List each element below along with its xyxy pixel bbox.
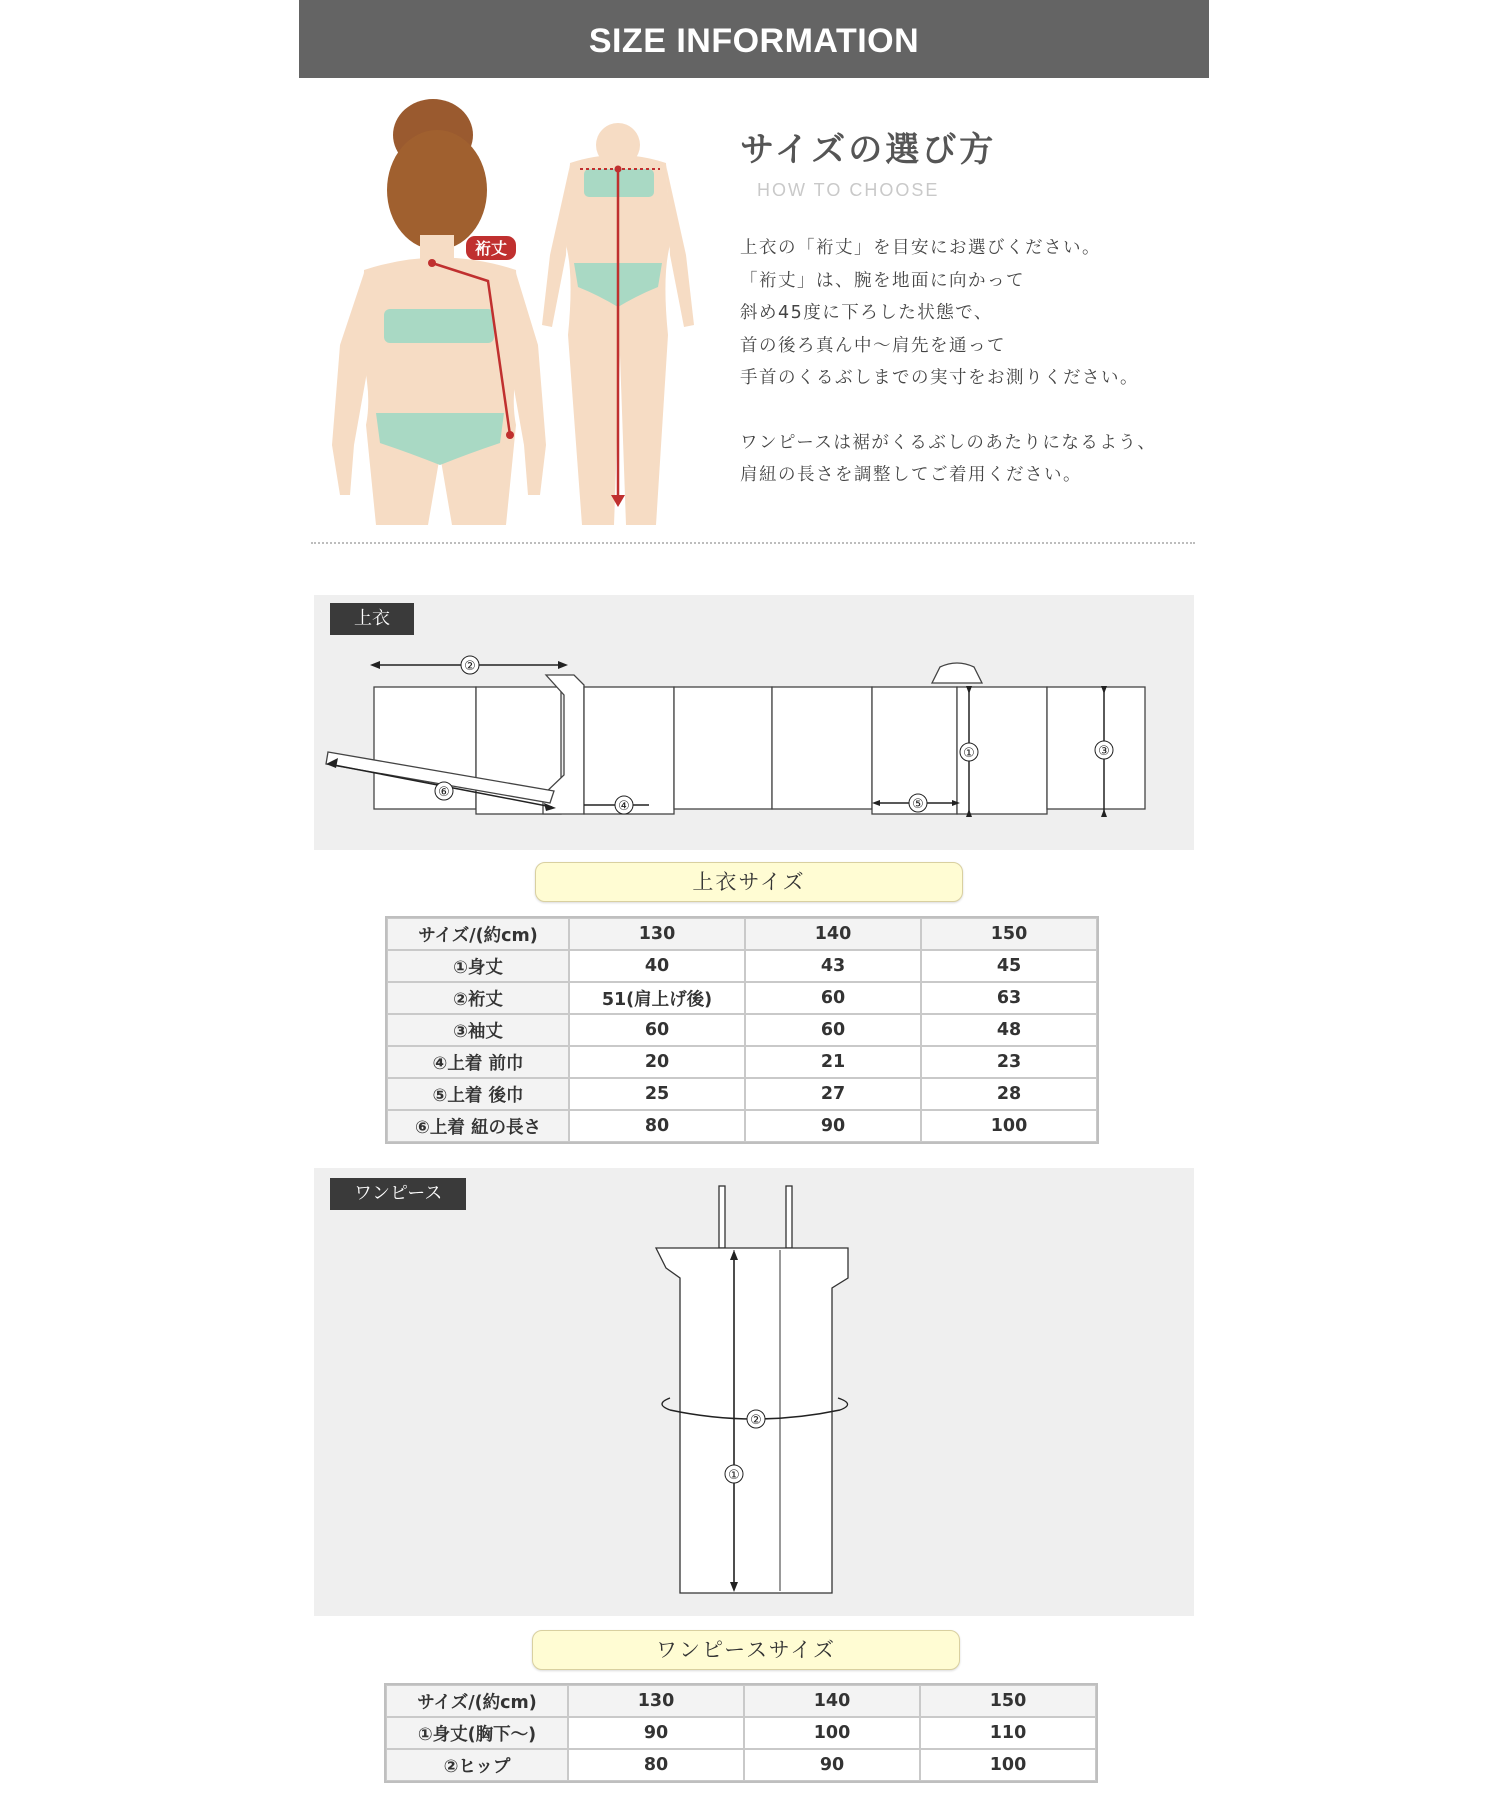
marker-1: ① bbox=[963, 746, 975, 761]
top-section-label: 上衣 bbox=[330, 603, 414, 635]
table-cell: 150 bbox=[920, 1685, 1096, 1717]
sleeve-label: 裄丈 bbox=[474, 239, 508, 258]
table-cell: 60 bbox=[569, 1014, 745, 1046]
table-header-row bbox=[386, 1685, 1096, 1717]
dress-size-title: ワンピースサイズ bbox=[532, 1630, 960, 1670]
table-cell: サイズ/(約cm) bbox=[387, 918, 569, 950]
table-cell: サイズ/(約cm) bbox=[386, 1685, 568, 1717]
marker-3: ③ bbox=[1098, 744, 1110, 759]
table-row bbox=[387, 1078, 1097, 1110]
dress-diagram-panel bbox=[314, 1168, 1194, 1616]
how-to-choose-title: サイズの選び方 bbox=[740, 130, 997, 170]
table-cell: ①身丈(胸下〜) bbox=[386, 1717, 568, 1749]
table-cell: 60 bbox=[745, 982, 921, 1014]
instruction-line: ワンピースは裾がくるぶしのあたりになるよう、 bbox=[740, 432, 1157, 453]
table-cell: 21 bbox=[745, 1046, 921, 1078]
table-row bbox=[386, 1717, 1096, 1749]
table-row bbox=[387, 982, 1097, 1014]
size-info-header: SIZE INFORMATION bbox=[299, 0, 1209, 78]
top-garment-diagram bbox=[314, 595, 1194, 850]
table-cell: 100 bbox=[921, 1110, 1097, 1142]
hair bbox=[387, 130, 487, 250]
dress-marker-1: ① bbox=[728, 1468, 740, 1483]
instruction-line: 「裄丈」は、腕を地面に向かって bbox=[740, 270, 1025, 291]
table-cell: 25 bbox=[569, 1078, 745, 1110]
marker-4: ④ bbox=[618, 799, 630, 814]
table-cell: 60 bbox=[745, 1014, 921, 1046]
table-row bbox=[387, 1014, 1097, 1046]
instruction-line: 首の後ろ真ん中〜肩先を通って bbox=[740, 335, 1006, 356]
marker-2: ② bbox=[464, 659, 476, 674]
table-cell: 140 bbox=[745, 918, 921, 950]
table-cell: 23 bbox=[921, 1046, 1097, 1078]
table-cell: ③袖丈 bbox=[387, 1014, 569, 1046]
instruction-line: 肩紐の長さを調整してご着用ください。 bbox=[740, 465, 1082, 485]
table-row bbox=[387, 950, 1097, 982]
back-view-figure bbox=[332, 99, 546, 525]
table-cell: 100 bbox=[920, 1749, 1096, 1781]
instruction-line: 上衣の「裄丈」を目安にお選びください。 bbox=[740, 238, 1101, 258]
table-cell: ①身丈 bbox=[387, 950, 569, 982]
how-to-choose-text bbox=[740, 232, 1200, 492]
table-cell: 45 bbox=[921, 950, 1097, 982]
table-cell: ②裄丈 bbox=[387, 982, 569, 1014]
table-cell: 90 bbox=[568, 1717, 744, 1749]
table-cell: 140 bbox=[744, 1685, 920, 1717]
table-cell: ②ヒップ bbox=[386, 1749, 568, 1781]
table-row bbox=[387, 1046, 1097, 1078]
top-size-table bbox=[385, 916, 1099, 1144]
table-cell: 43 bbox=[745, 950, 921, 982]
table-cell: 63 bbox=[921, 982, 1097, 1014]
table-cell: 130 bbox=[568, 1685, 744, 1717]
marker-5: ⑤ bbox=[912, 797, 924, 812]
table-cell: 90 bbox=[744, 1749, 920, 1781]
swimsuit-top bbox=[384, 309, 494, 343]
top-size-title: 上衣サイズ bbox=[535, 862, 963, 902]
body-measurement-figures bbox=[320, 95, 720, 535]
dress-marker-2: ② bbox=[750, 1413, 762, 1428]
table-cell: ⑤上着 後巾 bbox=[387, 1078, 569, 1110]
table-header-row bbox=[387, 918, 1097, 950]
table-cell: 40 bbox=[569, 950, 745, 982]
table-cell: ⑥上着 紐の長さ bbox=[387, 1110, 569, 1142]
table-cell: 51(肩上げ後) bbox=[569, 982, 745, 1014]
table-cell: 28 bbox=[921, 1078, 1097, 1110]
table-cell: 27 bbox=[745, 1078, 921, 1110]
table-row bbox=[387, 1110, 1097, 1142]
table-cell: 80 bbox=[569, 1110, 745, 1142]
table-cell: 130 bbox=[569, 918, 745, 950]
dress-section-label: ワンピース bbox=[330, 1178, 466, 1210]
table-cell: 20 bbox=[569, 1046, 745, 1078]
table-cell: 110 bbox=[920, 1717, 1096, 1749]
dress-diagram bbox=[314, 1168, 1194, 1616]
top-diagram-panel bbox=[314, 595, 1194, 850]
instruction-line: 斜め45度に下ろした状態で、 bbox=[740, 303, 993, 323]
table-cell: 150 bbox=[921, 918, 1097, 950]
table-cell: 100 bbox=[744, 1717, 920, 1749]
table-cell: 80 bbox=[568, 1749, 744, 1781]
front-view-figure bbox=[542, 123, 694, 525]
table-cell: 90 bbox=[745, 1110, 921, 1142]
table-cell: ④上着 前巾 bbox=[387, 1046, 569, 1078]
marker-6: ⑥ bbox=[438, 785, 450, 800]
table-row bbox=[386, 1749, 1096, 1781]
how-to-choose-subtitle: HOW TO CHOOSE bbox=[757, 180, 940, 200]
table-cell: 48 bbox=[921, 1014, 1097, 1046]
dress-size-table bbox=[384, 1683, 1098, 1783]
section-divider bbox=[311, 542, 1195, 544]
instruction-line: 手首のくるぶしまでの実寸をお測りください。 bbox=[740, 368, 1139, 388]
